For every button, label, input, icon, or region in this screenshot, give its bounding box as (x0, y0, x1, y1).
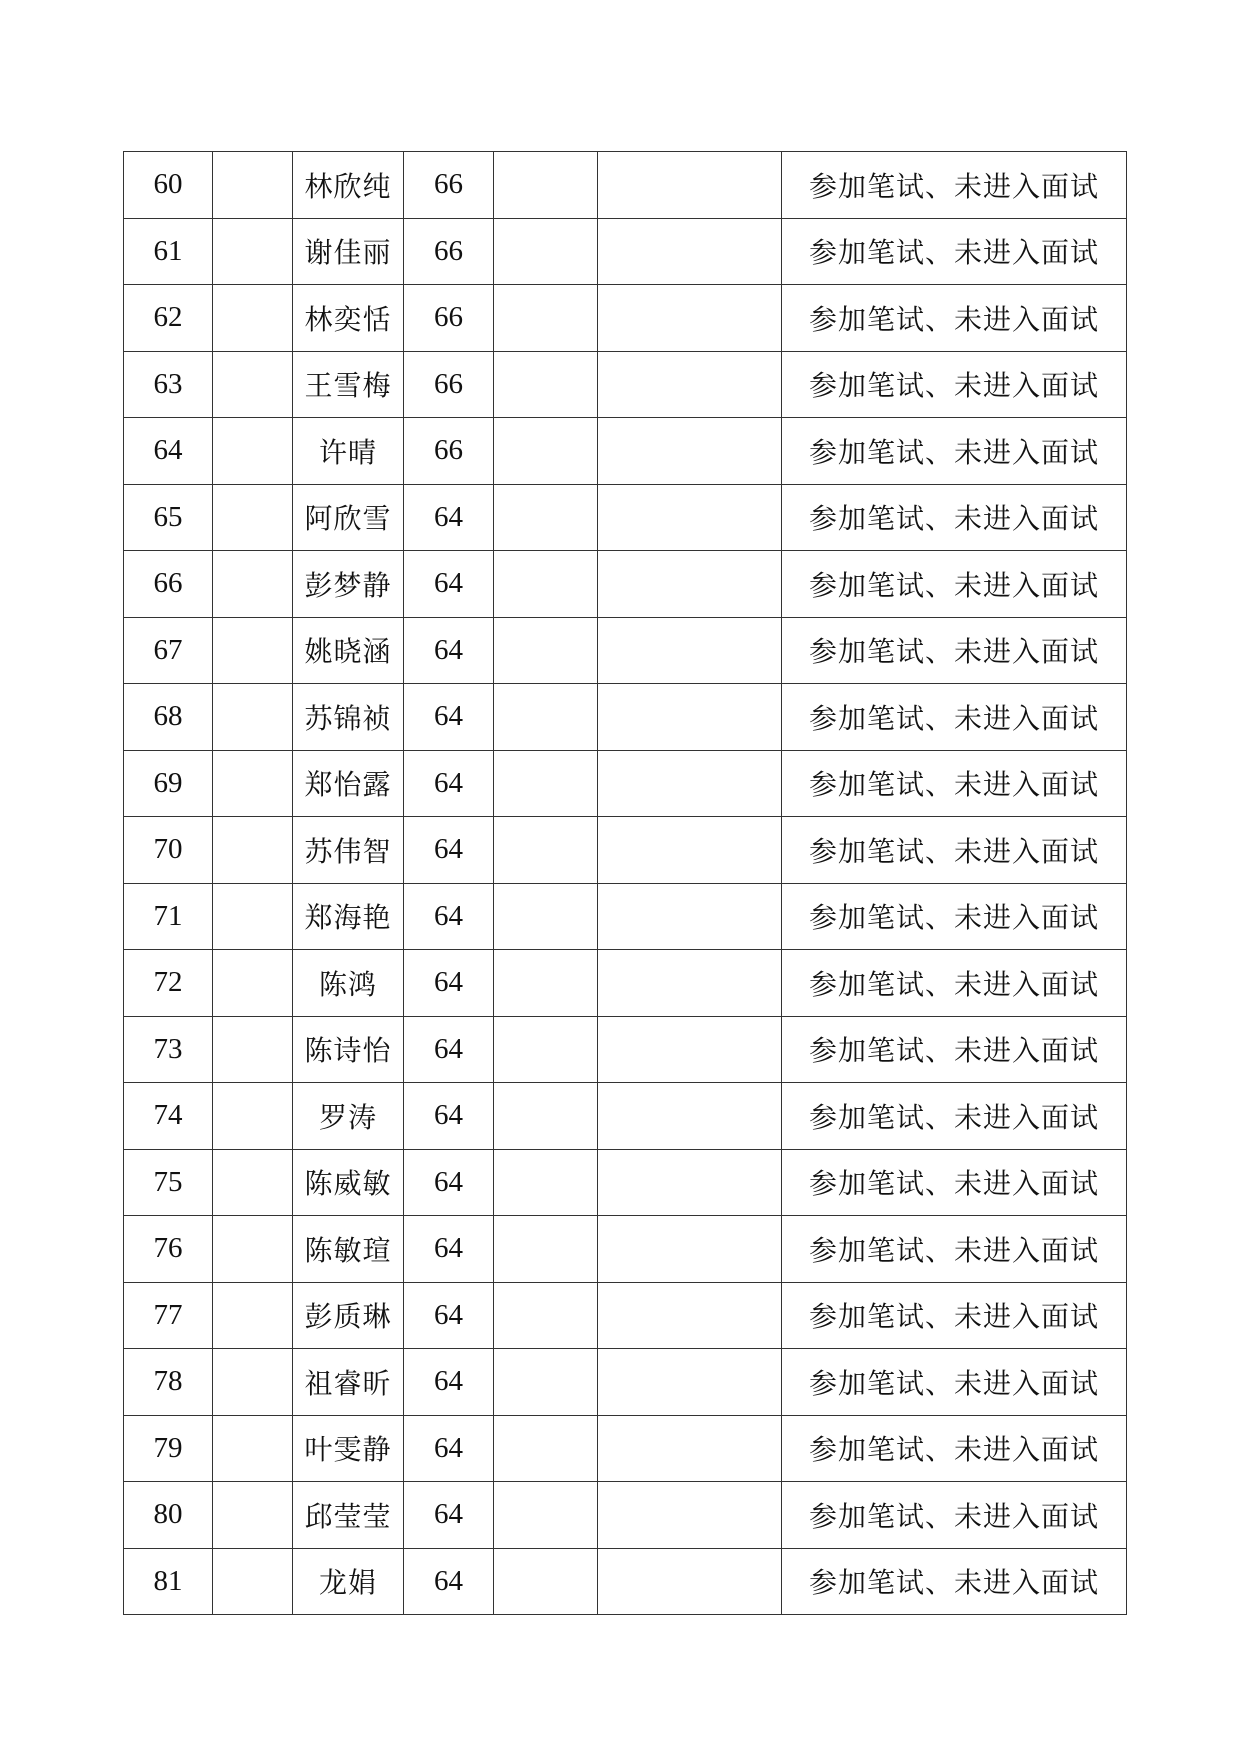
empty-cell (598, 1016, 782, 1083)
table-row (124, 484, 1127, 551)
empty-cell (494, 1349, 598, 1416)
table-row (124, 551, 1127, 618)
candidate-name-cell: 郑海艳 (293, 883, 404, 950)
row-number-cell: 78 (124, 1349, 213, 1416)
empty-cell (494, 418, 598, 485)
candidate-name-cell: 陈诗怡 (293, 1016, 404, 1083)
table-row (124, 285, 1127, 352)
empty-cell (598, 817, 782, 884)
empty-cell (213, 883, 293, 950)
candidate-name-cell: 谢佳丽 (293, 218, 404, 285)
table-row (124, 1083, 1127, 1150)
empty-cell (598, 1282, 782, 1349)
remark-cell: 参加笔试、未进入面试 (782, 1016, 1127, 1083)
score-cell: 64 (404, 1482, 494, 1549)
candidate-name-cell: 阿欣雪 (293, 484, 404, 551)
table-row (124, 684, 1127, 751)
empty-cell (598, 1415, 782, 1482)
row-number-cell: 69 (124, 750, 213, 817)
empty-cell (598, 750, 782, 817)
empty-cell (494, 950, 598, 1017)
remark-cell: 参加笔试、未进入面试 (782, 1216, 1127, 1283)
empty-cell (598, 551, 782, 618)
empty-cell (494, 1216, 598, 1283)
empty-cell (213, 1083, 293, 1150)
row-number-cell: 62 (124, 285, 213, 352)
remark-cell: 参加笔试、未进入面试 (782, 1349, 1127, 1416)
empty-cell (598, 1149, 782, 1216)
empty-cell (598, 1548, 782, 1615)
table-row (124, 817, 1127, 884)
candidate-name-cell: 许晴 (293, 418, 404, 485)
remark-cell: 参加笔试、未进入面试 (782, 1548, 1127, 1615)
score-cell: 64 (404, 750, 494, 817)
empty-cell (598, 152, 782, 219)
row-number-cell: 75 (124, 1149, 213, 1216)
score-cell: 66 (404, 152, 494, 219)
remark-cell: 参加笔试、未进入面试 (782, 218, 1127, 285)
score-cell: 66 (404, 285, 494, 352)
candidate-name-cell: 祖睿昕 (293, 1349, 404, 1416)
remark-cell: 参加笔试、未进入面试 (782, 1415, 1127, 1482)
score-cell: 66 (404, 418, 494, 485)
candidate-name-cell: 陈鸿 (293, 950, 404, 1017)
table-row (124, 1149, 1127, 1216)
remark-cell: 参加笔试、未进入面试 (782, 351, 1127, 418)
candidate-name-cell: 姚晓涵 (293, 617, 404, 684)
score-cell: 64 (404, 1548, 494, 1615)
empty-cell (213, 152, 293, 219)
empty-cell (213, 617, 293, 684)
empty-cell (598, 883, 782, 950)
table-row (124, 1482, 1127, 1549)
remark-cell: 参加笔试、未进入面试 (782, 750, 1127, 817)
empty-cell (213, 418, 293, 485)
table-row (124, 750, 1127, 817)
empty-cell (598, 684, 782, 751)
empty-cell (213, 484, 293, 551)
empty-cell (494, 1548, 598, 1615)
row-number-cell: 64 (124, 418, 213, 485)
results-table-body (124, 152, 1127, 1615)
row-number-cell: 70 (124, 817, 213, 884)
row-number-cell: 80 (124, 1482, 213, 1549)
remark-cell: 参加笔试、未进入面试 (782, 152, 1127, 219)
row-number-cell: 60 (124, 152, 213, 219)
candidate-name-cell: 罗涛 (293, 1083, 404, 1150)
score-cell: 64 (404, 1415, 494, 1482)
table-row (124, 1548, 1127, 1615)
empty-cell (213, 750, 293, 817)
candidate-name-cell: 叶雯静 (293, 1415, 404, 1482)
empty-cell (494, 1016, 598, 1083)
empty-cell (213, 950, 293, 1017)
empty-cell (598, 1216, 782, 1283)
row-number-cell: 77 (124, 1282, 213, 1349)
table-row (124, 418, 1127, 485)
score-cell: 64 (404, 684, 494, 751)
candidate-name-cell: 陈威敏 (293, 1149, 404, 1216)
row-number-cell: 67 (124, 617, 213, 684)
empty-cell (494, 1149, 598, 1216)
table-row (124, 883, 1127, 950)
empty-cell (494, 484, 598, 551)
candidate-name-cell: 邱莹莹 (293, 1482, 404, 1549)
table-row (124, 950, 1127, 1017)
score-cell: 64 (404, 950, 494, 1017)
candidate-name-cell: 陈敏瑄 (293, 1216, 404, 1283)
table-row (124, 218, 1127, 285)
remark-cell: 参加笔试、未进入面试 (782, 1083, 1127, 1150)
remark-cell: 参加笔试、未进入面试 (782, 418, 1127, 485)
score-cell: 66 (404, 218, 494, 285)
empty-cell (494, 1282, 598, 1349)
candidate-name-cell: 彭梦静 (293, 551, 404, 618)
empty-cell (598, 1482, 782, 1549)
table-row (124, 617, 1127, 684)
row-number-cell: 66 (124, 551, 213, 618)
table-row (124, 1415, 1127, 1482)
candidate-name-cell: 郑怡露 (293, 750, 404, 817)
empty-cell (213, 1282, 293, 1349)
score-cell: 64 (404, 1282, 494, 1349)
candidate-name-cell: 苏伟智 (293, 817, 404, 884)
row-number-cell: 72 (124, 950, 213, 1017)
row-number-cell: 76 (124, 1216, 213, 1283)
remark-cell: 参加笔试、未进入面试 (782, 950, 1127, 1017)
empty-cell (213, 551, 293, 618)
score-cell: 64 (404, 883, 494, 950)
empty-cell (494, 1415, 598, 1482)
row-number-cell: 74 (124, 1083, 213, 1150)
remark-cell: 参加笔试、未进入面试 (782, 617, 1127, 684)
table-row (124, 1216, 1127, 1283)
empty-cell (598, 617, 782, 684)
row-number-cell: 63 (124, 351, 213, 418)
empty-cell (598, 950, 782, 1017)
table-row (124, 1349, 1127, 1416)
table-row (124, 1282, 1127, 1349)
empty-cell (598, 351, 782, 418)
empty-cell (213, 1016, 293, 1083)
table-row (124, 152, 1127, 219)
remark-cell: 参加笔试、未进入面试 (782, 551, 1127, 618)
candidate-name-cell: 龙娟 (293, 1548, 404, 1615)
row-number-cell: 81 (124, 1548, 213, 1615)
score-cell: 64 (404, 1016, 494, 1083)
empty-cell (598, 285, 782, 352)
empty-cell (213, 1548, 293, 1615)
remark-cell: 参加笔试、未进入面试 (782, 883, 1127, 950)
empty-cell (213, 817, 293, 884)
empty-cell (213, 1216, 293, 1283)
remark-cell: 参加笔试、未进入面试 (782, 817, 1127, 884)
candidate-name-cell: 苏锦祯 (293, 684, 404, 751)
empty-cell (598, 218, 782, 285)
results-table (123, 151, 1127, 1615)
empty-cell (213, 1149, 293, 1216)
empty-cell (494, 1482, 598, 1549)
empty-cell (213, 684, 293, 751)
candidate-name-cell: 彭质琳 (293, 1282, 404, 1349)
empty-cell (494, 218, 598, 285)
empty-cell (598, 418, 782, 485)
table-row (124, 1016, 1127, 1083)
remark-cell: 参加笔试、未进入面试 (782, 1482, 1127, 1549)
row-number-cell: 71 (124, 883, 213, 950)
empty-cell (213, 351, 293, 418)
score-cell: 64 (404, 817, 494, 884)
row-number-cell: 61 (124, 218, 213, 285)
remark-cell: 参加笔试、未进入面试 (782, 484, 1127, 551)
row-number-cell: 68 (124, 684, 213, 751)
score-cell: 64 (404, 1083, 494, 1150)
candidate-name-cell: 王雪梅 (293, 351, 404, 418)
empty-cell (213, 285, 293, 352)
score-cell: 66 (404, 351, 494, 418)
empty-cell (213, 218, 293, 285)
score-cell: 64 (404, 484, 494, 551)
remark-cell: 参加笔试、未进入面试 (782, 285, 1127, 352)
table-row (124, 351, 1127, 418)
empty-cell (494, 750, 598, 817)
score-cell: 64 (404, 1149, 494, 1216)
empty-cell (494, 152, 598, 219)
empty-cell (494, 351, 598, 418)
empty-cell (494, 883, 598, 950)
remark-cell: 参加笔试、未进入面试 (782, 1149, 1127, 1216)
row-number-cell: 73 (124, 1016, 213, 1083)
empty-cell (494, 817, 598, 884)
empty-cell (494, 617, 598, 684)
empty-cell (213, 1482, 293, 1549)
empty-cell (213, 1415, 293, 1482)
empty-cell (598, 1083, 782, 1150)
remark-cell: 参加笔试、未进入面试 (782, 684, 1127, 751)
empty-cell (494, 551, 598, 618)
empty-cell (213, 1349, 293, 1416)
empty-cell (494, 684, 598, 751)
empty-cell (598, 1349, 782, 1416)
score-cell: 64 (404, 551, 494, 618)
score-cell: 64 (404, 1216, 494, 1283)
remark-cell: 参加笔试、未进入面试 (782, 1282, 1127, 1349)
empty-cell (494, 285, 598, 352)
empty-cell (598, 484, 782, 551)
empty-cell (494, 1083, 598, 1150)
score-cell: 64 (404, 617, 494, 684)
row-number-cell: 79 (124, 1415, 213, 1482)
candidate-name-cell: 林欣纯 (293, 152, 404, 219)
candidate-name-cell: 林奕恬 (293, 285, 404, 352)
score-cell: 64 (404, 1349, 494, 1416)
row-number-cell: 65 (124, 484, 213, 551)
